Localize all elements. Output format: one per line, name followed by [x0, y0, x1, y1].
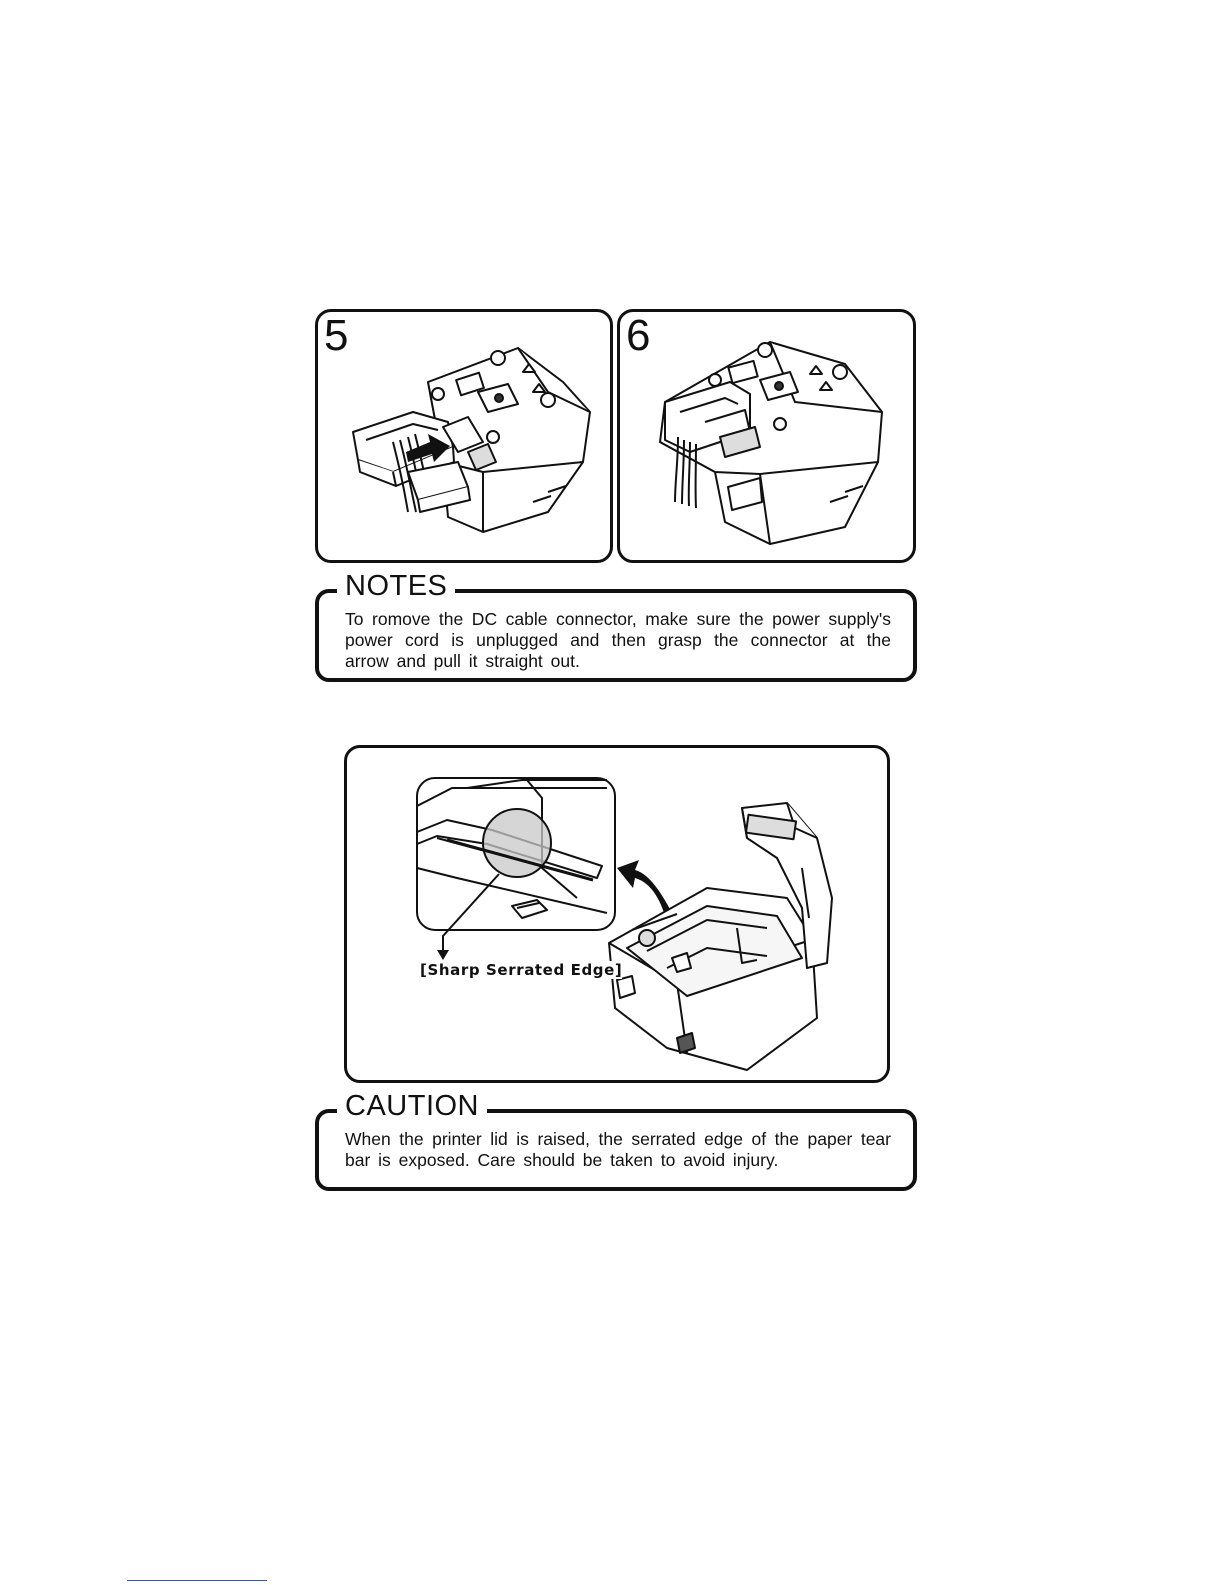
printer-bottom-connected-illustration	[620, 312, 916, 563]
notes-box	[315, 570, 917, 682]
notes-title: NOTES	[337, 569, 455, 603]
step-6-panel	[617, 309, 916, 563]
caution-text: When the printer lid is raised, the serrated edge of the paper tear bar is exposed. Care should be taken to avoid injury.	[345, 1129, 891, 1170]
printer-bottom-connector-illustration	[318, 312, 613, 563]
notes-text: To romove the DC cable connector, make sure the power supply's power cord is unplugged and then grasp the connector at the arrow and pull it straight out.	[345, 609, 891, 671]
caution-illustration-panel	[344, 745, 890, 1083]
footer-underline	[127, 1580, 267, 1581]
step-number: 5	[324, 311, 349, 360]
step-5-panel	[315, 309, 613, 563]
printer-open-lid-illustration	[347, 748, 890, 1083]
caution-box	[315, 1090, 917, 1191]
sharp-serrated-edge-label: [Sharp Serrated Edge]	[420, 961, 623, 979]
magnifier-callout	[417, 778, 615, 960]
curved-arrow-icon	[617, 860, 672, 916]
step-number: 6	[626, 311, 651, 360]
caution-title: CAUTION	[337, 1089, 487, 1123]
